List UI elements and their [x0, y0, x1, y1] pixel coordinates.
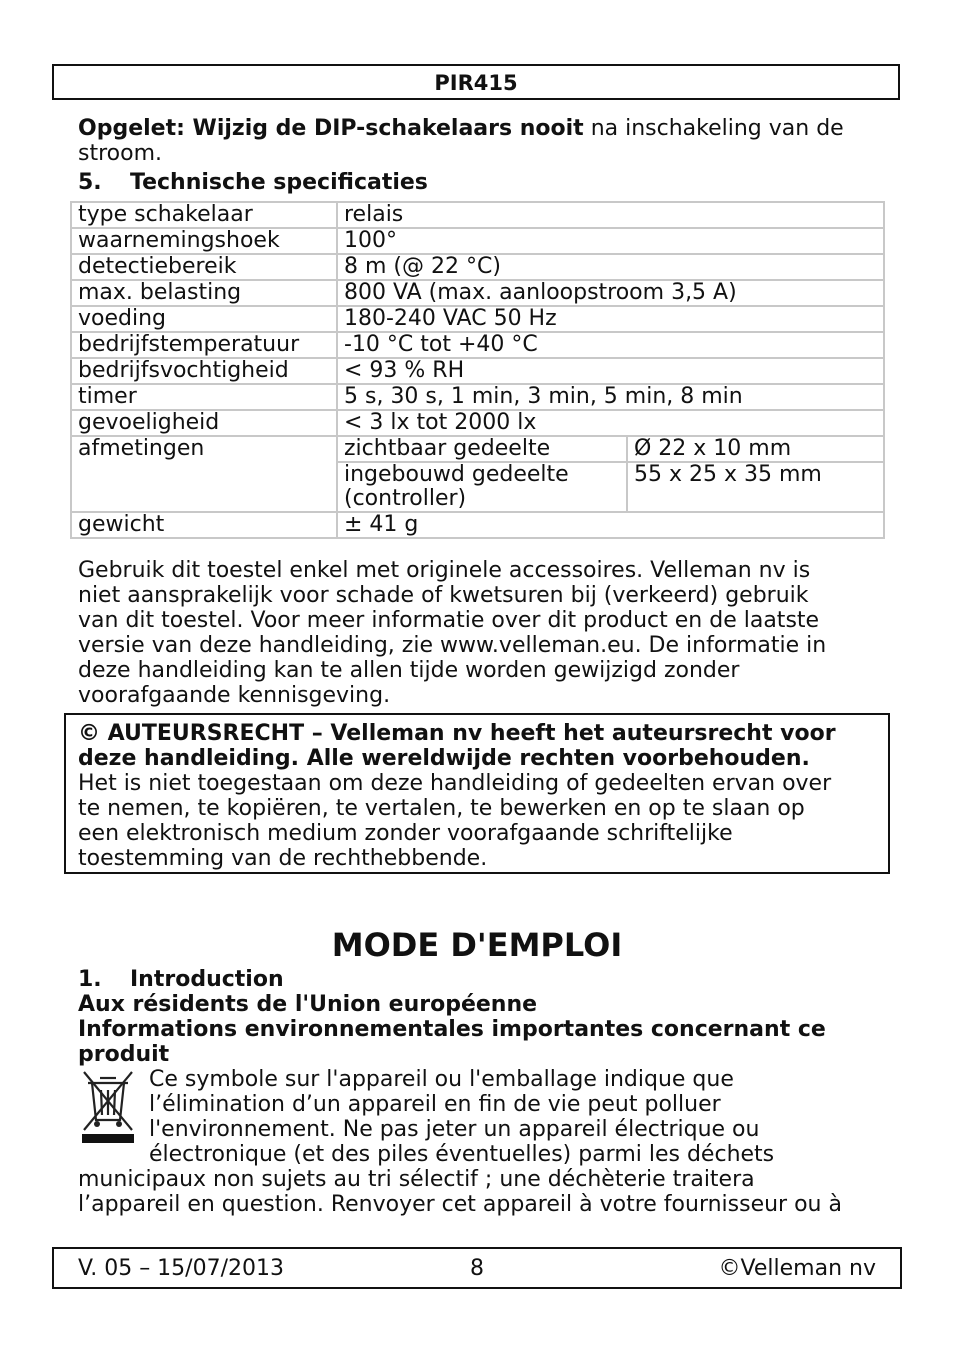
warning-rest: na inschakeling van de	[583, 116, 844, 141]
subheading-eu: Aux résidents de l'Union européenne	[78, 992, 538, 1017]
spec-value: < 3 lx tot 2000 lx	[337, 410, 884, 436]
weee-text	[149, 1067, 889, 1167]
spec-value: 5 s, 30 s, 1 min, 3 min, 5 min, 8 min	[337, 384, 884, 410]
copyright-bold-line: deze handleiding. Alle wereldwijde rechten voorbehouden.	[78, 746, 810, 771]
spec-value: < 93 % RH	[337, 358, 884, 384]
text-line: voorafgaande kennisgeving.	[78, 683, 391, 708]
text-line: te nemen, te kopiëren, te vertalen, te bewerken en op te slaan op	[78, 796, 805, 821]
footer-copyright: ©Velleman nv	[718, 1256, 876, 1281]
copyright-bold-line: © AUTEURSRECHT – Velleman nv heeft het auteursrecht voor	[78, 721, 836, 746]
table-row	[71, 228, 884, 254]
version-date: V. 05 – 15/07/2013	[78, 1256, 284, 1281]
table-row	[71, 384, 884, 410]
spec-value: 55 x 25 x 35 mm	[627, 462, 884, 512]
section-title: Technische specificaties	[130, 170, 428, 195]
spec-label: type schakelaar	[71, 202, 337, 228]
spec-value: -10 °C tot +40 °C	[337, 332, 884, 358]
table-row	[71, 512, 884, 538]
text-line: électronique (et des piles éventuelles) parmi les déchets	[149, 1142, 775, 1167]
spec-label: gevoeligheid	[71, 410, 337, 436]
warning-line2: stroom.	[78, 141, 162, 166]
spec-value: 180-240 VAC 50 Hz	[337, 306, 884, 332]
spec-label: max. belasting	[71, 280, 337, 306]
text-line: Ce symbole sur l'appareil ou l'emballage indique que	[149, 1067, 734, 1092]
table-row	[71, 436, 884, 462]
usage-paragraph	[78, 558, 888, 708]
sublabel-line: ingebouwd gedeelte	[344, 462, 569, 487]
spec-label-dimensions: afmetingen	[71, 436, 337, 512]
spec-label: detectiebereik	[71, 254, 337, 280]
table-row	[71, 306, 884, 332]
spec-value: ± 41 g	[337, 512, 884, 538]
text-line: l'environnement. Ne pas jeter un appareil électrique ou	[149, 1117, 760, 1142]
spec-value: relais	[337, 202, 884, 228]
section-number: 1.	[78, 967, 102, 992]
copyright-notice	[64, 713, 890, 874]
spec-label: waarnemingshoek	[71, 228, 337, 254]
spec-sublabel	[337, 462, 627, 512]
text-line: l’appareil en question. Renvoyer cet appareil à votre fournisseur ou à	[78, 1192, 842, 1217]
spec-label: bedrijfsvochtigheid	[71, 358, 337, 384]
spec-value: 800 VA (max. aanloopstroom 3,5 A)	[337, 280, 884, 306]
section-heading-5	[78, 170, 428, 195]
subheading-line: produit	[78, 1042, 170, 1067]
model-name: PIR415	[434, 71, 518, 95]
subheading-line: Informations environnementales importantes concernant ce	[78, 1017, 826, 1042]
text-line: een elektronisch medium zonder voorafgaande schriftelijke	[78, 821, 733, 846]
page-header	[52, 64, 900, 100]
warning-bold: Opgelet: Wijzig de DIP-schakelaars nooit	[78, 116, 584, 141]
spec-label: bedrijfstemperatuur	[71, 332, 337, 358]
weee-bin-icon	[80, 1068, 136, 1148]
text-line: Gebruik dit toestel enkel met originele accessoires. Velleman nv is	[78, 558, 811, 583]
table-row	[71, 410, 884, 436]
text-line: versie van deze handleiding, zie www.velleman.eu. De informatie in	[78, 633, 827, 658]
spec-label: timer	[71, 384, 337, 410]
table-row	[71, 280, 884, 306]
page-title: MODE D'EMPLOI	[331, 926, 623, 964]
text-line: deze handleiding kan te allen tijde worden gewijzigd zonder	[78, 658, 740, 683]
spec-label: voeding	[71, 306, 337, 332]
text-line: l’élimination d’un appareil en fin de vie peut polluer	[149, 1092, 721, 1117]
spec-value: 8 m (@ 22 °C)	[337, 254, 884, 280]
spec-table	[70, 201, 885, 539]
spec-value: 100°	[337, 228, 884, 254]
spec-sublabel: zichtbaar gedeelte	[337, 436, 627, 462]
weee-text-continued	[78, 1167, 898, 1217]
table-row	[71, 358, 884, 384]
text-line: toestemming van de rechthebbende.	[78, 846, 488, 871]
warning-note	[78, 116, 888, 166]
text-line: niet aansprakelijk voor schade of kwetsuren bij (verkeerd) gebruik	[78, 583, 809, 608]
table-row	[71, 254, 884, 280]
section-title: Introduction	[130, 967, 284, 992]
page-number: 8	[470, 1256, 484, 1281]
spec-value: Ø 22 x 10 mm	[627, 436, 884, 462]
table-row	[71, 202, 884, 228]
text-line: van dit toestel. Voor meer informatie over dit product en de laatste	[78, 608, 820, 633]
section-heading-1	[78, 967, 284, 992]
section-number: 5.	[78, 170, 102, 195]
page-footer	[52, 1247, 902, 1289]
subheading-env	[78, 1017, 826, 1067]
table-row	[71, 332, 884, 358]
sublabel-line: (controller)	[344, 486, 467, 511]
text-line: municipaux non sujets au tri sélectif ; une déchèterie traitera	[78, 1167, 755, 1192]
spec-label: gewicht	[71, 512, 337, 538]
text-line: Het is niet toegestaan om deze handleiding of gedeelten ervan over	[78, 771, 832, 796]
